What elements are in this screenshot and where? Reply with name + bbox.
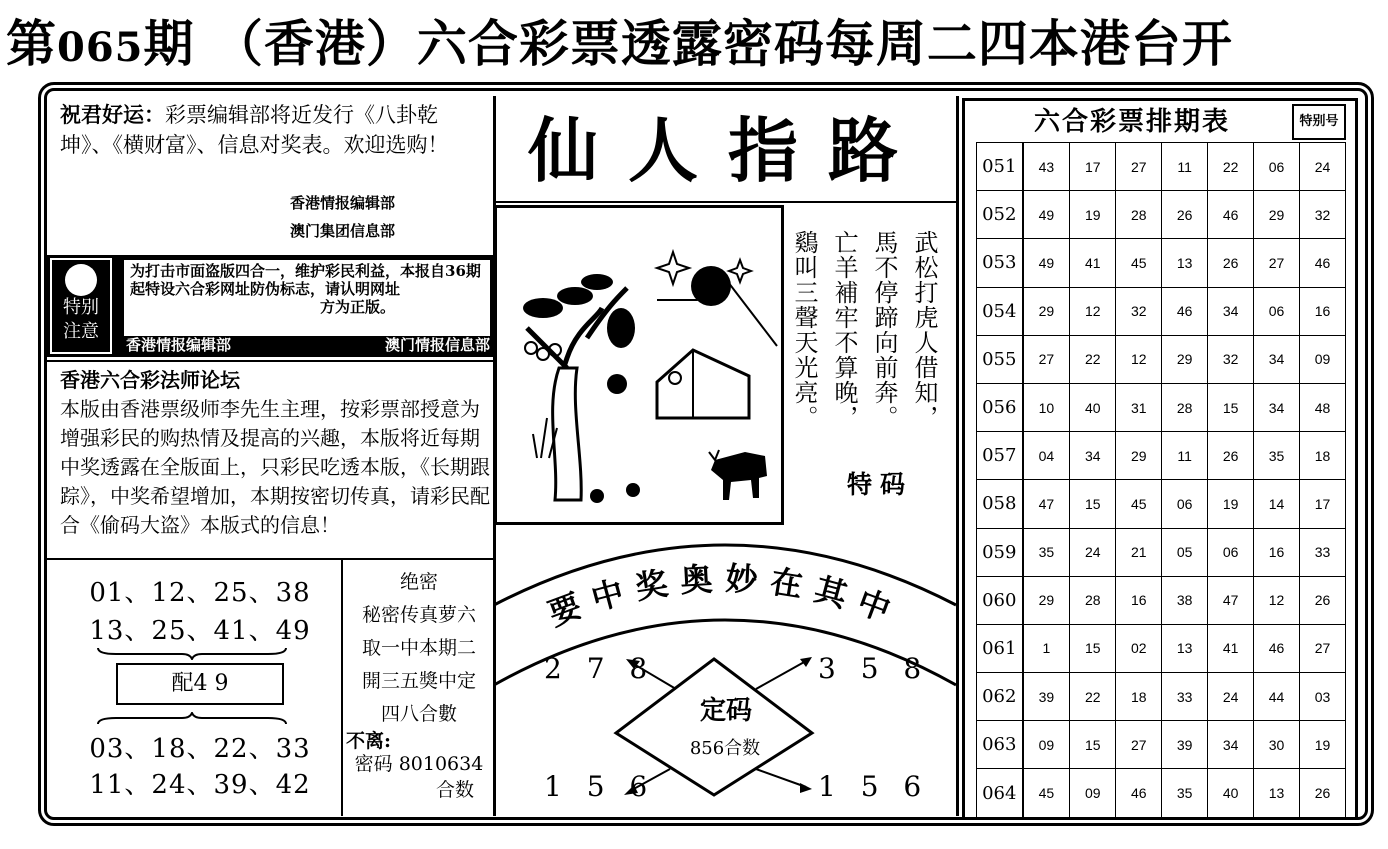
period-cell: 063 [977, 721, 1023, 769]
number-cell: 16 [1116, 576, 1162, 624]
period-cell: 052 [977, 191, 1023, 239]
number-cell: 13 [1254, 769, 1300, 817]
number-cell: 21 [1116, 528, 1162, 576]
number-cell: 39 [1162, 721, 1208, 769]
special-code-label: 特码 [846, 470, 913, 499]
period-cell: 062 [977, 673, 1023, 721]
table-row [977, 721, 1346, 769]
number-cell: 27 [1116, 721, 1162, 769]
number-cell: 06 [1162, 480, 1208, 528]
special-notice-tag: 特别 注意 [50, 258, 112, 354]
number-cell: 49 [1023, 191, 1070, 239]
schedule-table [976, 142, 1346, 818]
period-cell: 059 [977, 528, 1023, 576]
number-cell: 06 [1208, 528, 1254, 576]
number-bottom-left: 1 5 6 [544, 770, 656, 803]
brace-icon [96, 712, 288, 726]
number-cell: 12 [1254, 576, 1300, 624]
number-cell: 34 [1254, 335, 1300, 383]
number-cell: 28 [1070, 576, 1116, 624]
immortal-title: 仙人指路 [528, 109, 928, 192]
number-cell: 11 [1162, 432, 1208, 480]
period-cell: 061 [977, 624, 1023, 672]
special-number-cell: 46 [1300, 239, 1346, 287]
number-cell: 27 [1116, 143, 1162, 191]
number-cell: 29 [1023, 287, 1070, 335]
number-cell: 46 [1208, 191, 1254, 239]
number-cell: 45 [1116, 480, 1162, 528]
number-cell: 47 [1208, 576, 1254, 624]
number-row: 11、24、39、42 [89, 770, 311, 800]
number-cell: 06 [1254, 143, 1300, 191]
number-cell: 47 [1023, 480, 1070, 528]
number-cell: 34 [1208, 287, 1254, 335]
period-cell: 056 [977, 383, 1023, 431]
special-number-cell: 26 [1300, 769, 1346, 817]
number-cell: 34 [1254, 383, 1300, 431]
notice-lead: 祝君好运： [60, 102, 165, 127]
section-divider [494, 201, 956, 203]
period-cell: 053 [977, 239, 1023, 287]
number-cell: 27 [1254, 239, 1300, 287]
special-number-cell: 27 [1300, 624, 1346, 672]
number-cell: 28 [1162, 383, 1208, 431]
special-number-cell: 03 [1300, 673, 1346, 721]
forum-block [60, 366, 492, 540]
number-cell: 26 [1208, 239, 1254, 287]
number-cell: 26 [1162, 191, 1208, 239]
special-number-cell: 19 [1300, 721, 1346, 769]
bomb-icon [65, 264, 97, 296]
poem-line: 馬不停蹄向前奔。 [870, 230, 898, 430]
number-cell: 29 [1023, 576, 1070, 624]
table-row [977, 673, 1346, 721]
number-cell: 31 [1116, 383, 1162, 431]
fixed-code-sum: 856合数 [689, 738, 761, 759]
table-row [977, 239, 1346, 287]
secret-title: 绝密 [399, 571, 438, 593]
forum-text: 本版由香港票级师李先生主理，按彩票部授意为增强彩民的购热情及提高的兴趣，本版将近每期中奖透露在全版面上，只彩民吃透本版，《长期跟踪》，中奖希望增加，本期按密切传真，请彩民配合《偷码大盗》本版式的信息！ [60, 397, 490, 537]
number-row: 03、18、22、33 [89, 734, 311, 764]
tree-house-ox-illustration [497, 208, 781, 522]
number-cell: 05 [1162, 528, 1208, 576]
period-cell: 051 [977, 143, 1023, 191]
table-row [977, 432, 1346, 480]
number-cell: 12 [1070, 287, 1116, 335]
title-text: （香港）六合彩票透露密码每周二四本港台开 [212, 14, 1233, 73]
special-number-cell: 09 [1300, 335, 1346, 383]
number-cell: 46 [1254, 624, 1300, 672]
special-number-cell: 32 [1300, 191, 1346, 239]
number-cell: 16 [1254, 528, 1300, 576]
number-cell: 15 [1208, 383, 1254, 431]
number-cell: 46 [1116, 769, 1162, 817]
table-row [977, 480, 1346, 528]
section-divider [46, 558, 494, 560]
number-row: 13、25、41、49 [89, 616, 311, 646]
number-cell: 22 [1208, 143, 1254, 191]
number-cell: 40 [1208, 769, 1254, 817]
number-bottom-right: 1 5 6 [818, 770, 930, 803]
number-cell: 32 [1208, 335, 1254, 383]
table-row [977, 576, 1346, 624]
number-cell: 22 [1070, 335, 1116, 383]
number-cell: 13 [1162, 239, 1208, 287]
number-cell: 10 [1023, 383, 1070, 431]
special-number-cell: 17 [1300, 480, 1346, 528]
number-cell: 35 [1162, 769, 1208, 817]
number-cell: 45 [1116, 239, 1162, 287]
number-cell: 29 [1116, 432, 1162, 480]
number-cell: 13 [1162, 624, 1208, 672]
banner-text: 为打击市面盗版四合一，维护彩民利益，本报自36期起特设六合彩网址防伪标志，请认明网址 方为正版。 [124, 260, 490, 336]
period-cell: 060 [977, 576, 1023, 624]
number-cell: 41 [1070, 239, 1116, 287]
number-cell: 12 [1116, 335, 1162, 383]
number-cell: 43 [1023, 143, 1070, 191]
brace-icon [96, 646, 288, 660]
period-cell: 058 [977, 480, 1023, 528]
special-number-cell: 16 [1300, 287, 1346, 335]
number-cell: 02 [1116, 624, 1162, 672]
table-row [977, 624, 1346, 672]
special-number-cell: 24 [1300, 143, 1346, 191]
number-cell: 46 [1162, 287, 1208, 335]
number-cell: 24 [1208, 673, 1254, 721]
pair-box: 配4 9 [116, 663, 284, 705]
banner-footer: 香港情报编辑部 澳门情报信息部 [126, 336, 490, 354]
issue-number: 065 [57, 24, 144, 71]
notice-text: 彩票编辑部将近发行《八卦乾坤》、《横财富》、信息对奖表。欢迎选购！ [60, 103, 449, 157]
special-number-cell: 26 [1300, 576, 1346, 624]
table-row [977, 528, 1346, 576]
number-cell: 33 [1162, 673, 1208, 721]
poem-line: 鷄叫三聲天光亮。 [790, 230, 818, 430]
special-number-cell: 33 [1300, 528, 1346, 576]
notice-block [60, 100, 490, 160]
number-cell: 18 [1116, 673, 1162, 721]
number-cell: 41 [1208, 624, 1254, 672]
number-top-left: 2 7 8 [544, 652, 656, 685]
illustration-panel [494, 205, 784, 525]
number-cell: 1 [1023, 624, 1070, 672]
number-cell: 06 [1254, 287, 1300, 335]
number-cell: 38 [1162, 576, 1208, 624]
number-cell: 27 [1023, 335, 1070, 383]
buli-label: 不离: [346, 730, 392, 752]
number-cell: 29 [1162, 335, 1208, 383]
number-cell: 09 [1023, 721, 1070, 769]
period-cell: 064 [977, 769, 1023, 817]
table-row [977, 287, 1346, 335]
number-cell: 34 [1208, 721, 1254, 769]
number-top-right: 3 5 8 [818, 652, 930, 685]
forum-title: 香港六合彩法师论坛 [60, 368, 240, 392]
table-row [977, 335, 1346, 383]
section-divider [341, 558, 343, 816]
number-cell: 04 [1023, 432, 1070, 480]
number-cell: 17 [1070, 143, 1116, 191]
arc-slogan: 要中奖奥妙在其中 [543, 559, 907, 634]
special-number-label: 特别号 [1292, 104, 1346, 140]
number-cell: 35 [1023, 528, 1070, 576]
page-title: 第065期 （香港）六合彩票透露密码每周二四本港台开 [6, 14, 1233, 73]
period-cell: 057 [977, 432, 1023, 480]
number-cell: 40 [1070, 383, 1116, 431]
special-number-cell: 48 [1300, 383, 1346, 431]
number-cell: 35 [1254, 432, 1300, 480]
poem-line: 亡羊補牢不算晚， [830, 230, 858, 430]
number-cell: 32 [1116, 287, 1162, 335]
number-cell: 26 [1208, 432, 1254, 480]
table-row [977, 383, 1346, 431]
number-cell: 30 [1254, 721, 1300, 769]
number-cell: 45 [1023, 769, 1070, 817]
number-cell: 19 [1070, 191, 1116, 239]
number-cell: 49 [1023, 239, 1070, 287]
number-cell: 39 [1023, 673, 1070, 721]
number-cell: 09 [1070, 769, 1116, 817]
table-row [977, 191, 1346, 239]
number-cell: 34 [1070, 432, 1116, 480]
number-row: 01、12、25、38 [89, 578, 311, 608]
special-number-cell: 18 [1300, 432, 1346, 480]
notice-sign-mo: 澳门集团信息部 [290, 222, 396, 240]
secret-block: 绝密 秘密传真萝六 取一中本期二 開三五獎中定 四八合數 不离: 密码 8010634 合数 [346, 566, 492, 803]
secret-code: 密码 8010634 [354, 753, 484, 775]
number-cell: 22 [1070, 673, 1116, 721]
notice-sign-hk: 香港情报编辑部 [290, 194, 396, 212]
number-cell: 11 [1162, 143, 1208, 191]
poem-line: 武松打虎人借知， [910, 230, 938, 430]
table-row [977, 769, 1346, 817]
number-cell: 28 [1116, 191, 1162, 239]
period-cell: 054 [977, 287, 1023, 335]
number-cell: 24 [1070, 528, 1116, 576]
fixed-code-title: 定码 [699, 696, 752, 726]
column-divider [956, 96, 959, 816]
number-cell: 15 [1070, 480, 1116, 528]
number-cell: 44 [1254, 673, 1300, 721]
poem-block [784, 230, 944, 450]
table-row [977, 143, 1346, 191]
number-cell: 15 [1070, 721, 1116, 769]
number-cell: 15 [1070, 624, 1116, 672]
schedule-title: 六合彩票排期表 [1033, 107, 1230, 137]
url-blank [130, 300, 320, 316]
section-divider [46, 360, 494, 362]
period-cell: 055 [977, 335, 1023, 383]
number-cell: 19 [1208, 480, 1254, 528]
number-cell: 14 [1254, 480, 1300, 528]
svg-text:要中奖奥妙在其中 [543, 559, 906, 633]
number-cell: 29 [1254, 191, 1300, 239]
